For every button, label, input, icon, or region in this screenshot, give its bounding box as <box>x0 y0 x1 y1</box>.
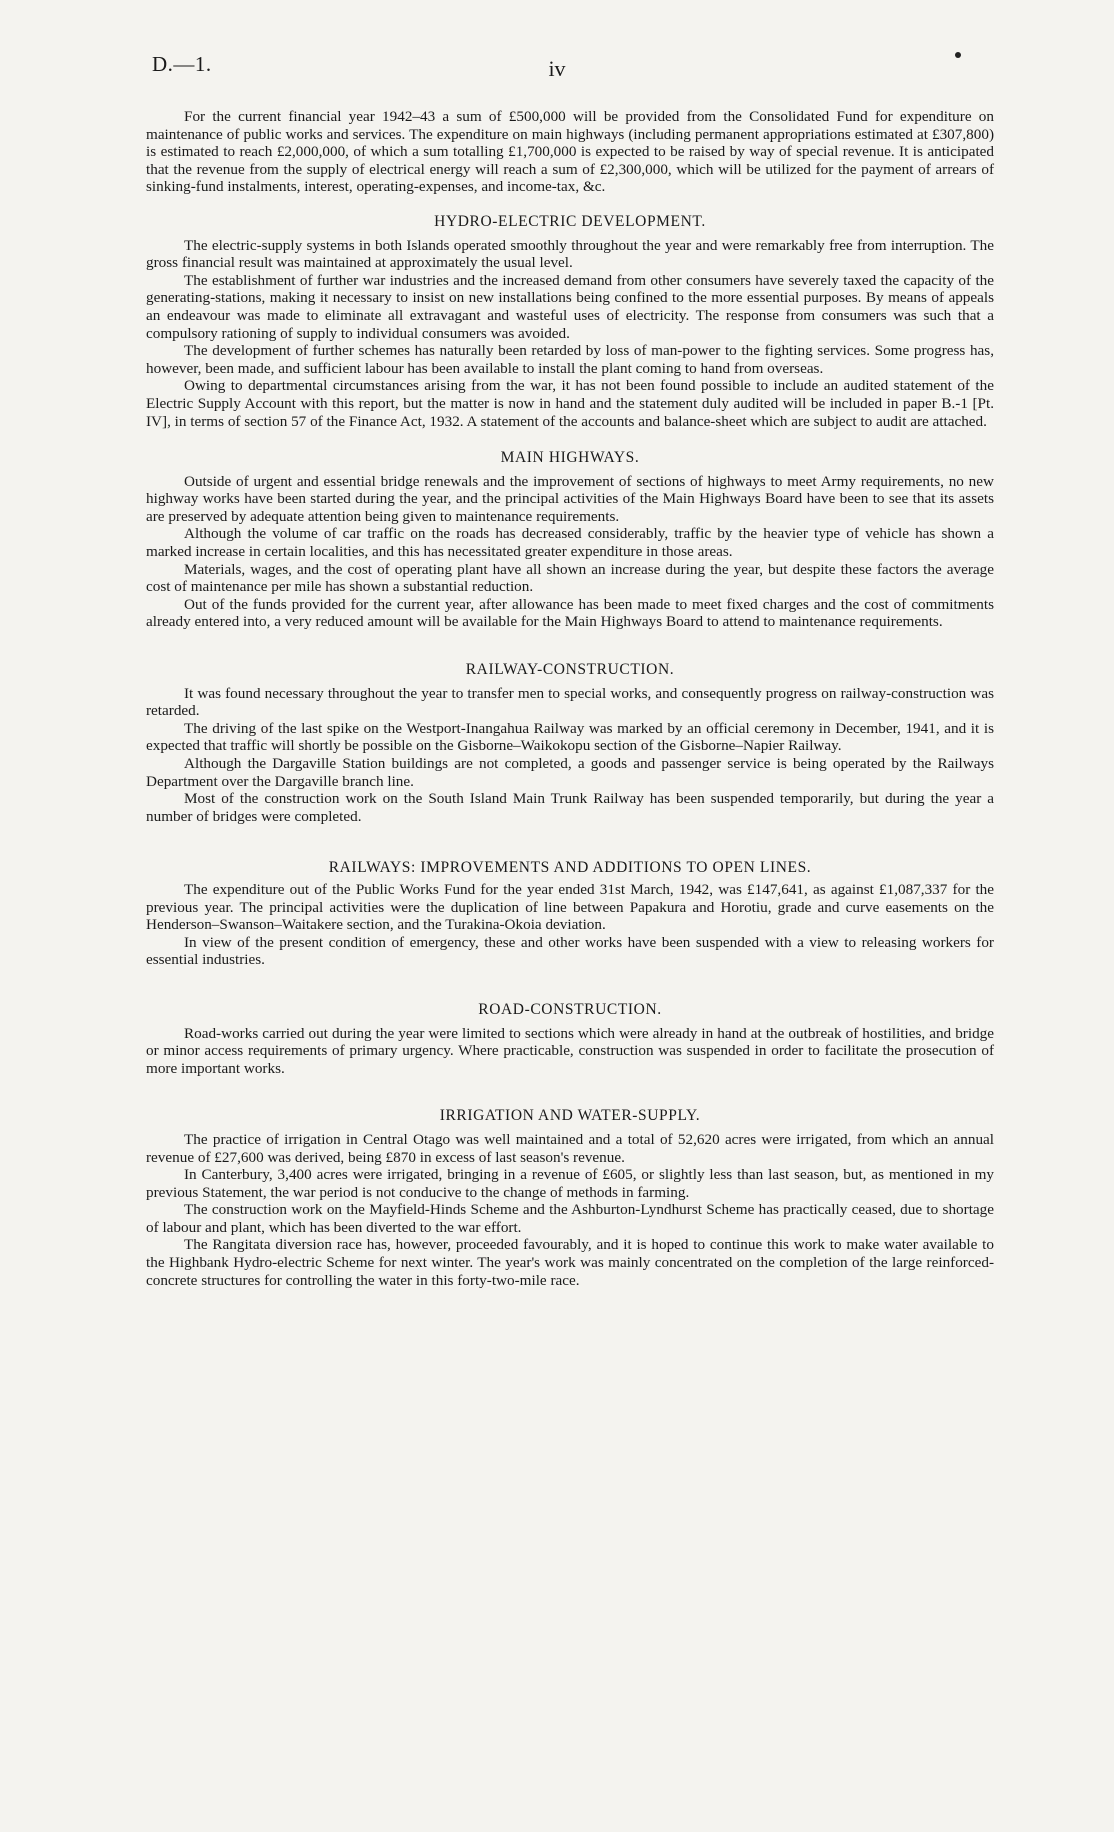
paragraph: Although the Dargaville Station buildings are not completed, a goods and passenger service is being operated by the Railways Department over the Dargaville branch line. <box>146 755 994 790</box>
paragraph: The practice of irrigation in Central Otago was well maintained and a total of 52,620 acres were irrigated, from which an annual revenue of £27,600 was derived, being £870 in excess of last season's revenue. <box>146 1130 994 1166</box>
section-railways-improvements <box>146 859 994 969</box>
paragraph: The development of further schemes has naturally been retarded by loss of man-power to the fighting services. Some progress has, however, been made, and sufficient labour has been available to install the plant coming to hand from overseas. <box>146 342 994 377</box>
section-heading: ROAD-CONSTRUCTION. <box>478 1000 662 1018</box>
paragraph: For the current financial year 1942–43 a sum of £500,000 will be provided from the Consolidated Fund for expenditure on maintenance of public works and services. The expenditure on main highways (including permanent appropriations estimated at £307,800) is estimated to reach £2,000,000, of which a sum totalling £1,700,000 is expected to be raised by way of special revenue. It is anticipated that the revenue from the supply of electrical energy will reach a sum of £2,300,000, which will be utilized for the payment of arrears of sinking-fund instalments, interest, operating-expenses, and income-tax, &c. <box>146 108 994 196</box>
section-heading: IRRIGATION AND WATER-SUPPLY. <box>439 1107 701 1125</box>
section-railway-construction <box>146 661 994 825</box>
paragraph: The driving of the last spike on the Westport-Inangahua Railway was marked by an official ceremony in December, 1941, and it is expected that traffic will shortly be possible on the Gisborne–Waikokopu section of the Gisborne–Napier Railway. <box>146 719 994 755</box>
section-heading: HYDRO-ELECTRIC DEVELOPMENT. <box>434 212 706 230</box>
document-body <box>146 108 994 1289</box>
paragraph: Materials, wages, and the cost of operating plant have all shown an increase during the year, but despite these factors the average cost of maintenance per mile has shown a substantial reduction. <box>146 560 994 596</box>
paragraph: Out of the funds provided for the current year, after allowance has been made to meet fixed charges and the cost of commitments already entered into, a very reduced amount will be available for the Main Highways Board to attend to maintenance requirements. <box>146 595 994 631</box>
paragraph: The establishment of further war industries and the increased demand from other consumers have severely taxed the capacity of the generating-stations, making it necessary to insist on new installations being confined to the more essential purposes. By means of appeals an endeavour was made to eliminate all extravagant and wasteful uses of electricity. The response from consumers was such that a compulsory rationing of supply to individual consumers was avoided. <box>146 271 994 342</box>
section-introduction <box>146 108 994 196</box>
section-road-construction <box>146 1001 994 1077</box>
paragraph: In view of the present condition of emergency, these and other works have been suspended with a view to releasing workers for essential industries. <box>146 933 994 969</box>
section-heading: RAILWAYS: IMPROVEMENTS AND ADDITIONS TO OPEN LINES. <box>328 859 812 877</box>
paragraph: The expenditure out of the Public Works Fund for the year ended 31st March, 1942, was £147,641, as against £1,087,337 for the previous year. The principal activities were the duplication of line between Papakura and Horotiu, grade and curve easements on the Henderson–Swanson–Waitakere section, and the Turakina-Okoia deviation. <box>146 880 994 934</box>
section-hydro-electric <box>146 213 994 430</box>
paragraph: The construction work on the Mayfield-Hinds Scheme and the Ashburton-Lyndhurst Scheme has practically ceased, due to shortage of labour and plant, which has been diverted to the war effort. <box>146 1201 994 1236</box>
paragraph: It was found necessary throughout the year to transfer men to special works, and consequently progress on railway-construction was retarded. <box>146 684 994 720</box>
section-irrigation <box>146 1107 994 1289</box>
paragraph: Outside of urgent and essential bridge renewals and the improvement of sections of highways to meet Army requirements, no new highway works have been started during the year, and the principal activities of the Main Highways Board have been to see that its assets are preserved by adequate attention being given to maintenance requirements. <box>146 472 994 525</box>
paragraph: In Canterbury, 3,400 acres were irrigated, bringing in a revenue of £605, or slightly less than last season, but, as mentioned in my previous Statement, the war period is not conducive to the change of methods in farming. <box>146 1166 994 1201</box>
paragraph: Although the volume of car traffic on the roads has decreased considerably, traffic by the heavier type of vehicle has shown a marked increase in certain localities, and this has necessitated greater expenditure in those areas. <box>146 525 994 561</box>
paragraph: Owing to departmental circumstances arising from the war, it has not been found possible to include an audited statement of the Electric Supply Account with this report, but the matter is now in hand and the statement duly audited will be included in paper B.-1 [Pt. IV], in terms of section 57 of the Finance Act, 1932. A statement of the accounts and balance-sheet which are subject to audit are attached. <box>146 377 994 430</box>
section-heading: RAILWAY-CONSTRUCTION. <box>465 661 675 679</box>
paragraph: The Rangitata diversion race has, however, proceeded favourably, and it is hoped to continue this work to make water available to the Highbank Hydro-electric Scheme for next winter. The year's work was mainly concentrated on the completion of the large reinforced-concrete structures for controlling the water in this forty-two-mile race. <box>146 1236 994 1289</box>
paragraph: Most of the construction work on the South Island Main Trunk Railway has been suspended temporarily, but during the year a number of bridges were completed. <box>146 790 994 825</box>
paragraph: Road-works carried out during the year were limited to sections which were already in hand at the outbreak of hostilities, and bridge or minor access requirements of primary urgency. Where practicable, construction was suspended in order to facilitate the prosecution of more important works. <box>146 1024 994 1077</box>
paragraph: The electric-supply systems in both Islands operated smoothly throughout the year and were remarkably free from interruption. The gross financial result was maintained at approximately the usual level. <box>146 236 994 272</box>
section-main-highways <box>146 449 994 631</box>
document-reference: D.—1. <box>152 52 212 76</box>
page-number: iv <box>548 56 566 81</box>
section-heading: MAIN HIGHWAYS. <box>500 449 640 467</box>
ink-spot <box>955 52 961 58</box>
